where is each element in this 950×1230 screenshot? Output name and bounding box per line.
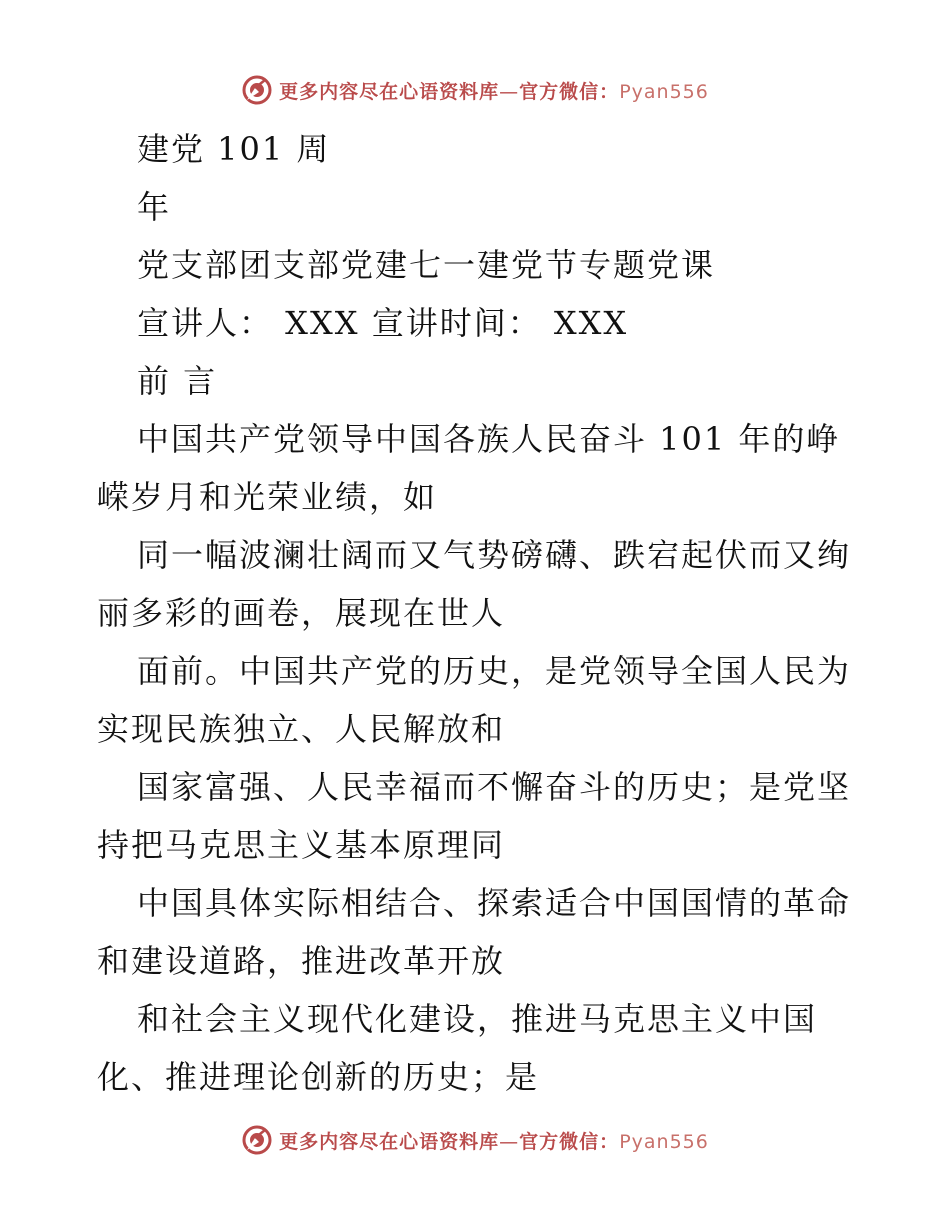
text-line: 宣讲人： XXX 宣讲时间： XXX: [137, 304, 629, 342]
text-line: 前 言: [137, 362, 218, 400]
text-line: 年: [137, 188, 172, 226]
watermark-wechat-label: 官方微信：: [519, 1130, 620, 1153]
watermark-brand: [241, 74, 709, 106]
watermark-wechat-id: Pyan556: [619, 80, 709, 103]
watermark-text: 更多内容尽在心语资料库: [279, 80, 500, 103]
text-line: 同一幅波澜壮阔而又气势磅礴、跌宕起伏而又绚: [137, 536, 852, 574]
text-line: 嵘岁月和光荣业绩，如: [97, 478, 438, 516]
text-line: 面前。中国共产党的历史，是党领导全国人民为: [137, 652, 852, 690]
text-line: 中国具体实际相结合、探索适合中国国情的革命: [137, 884, 852, 922]
brand-logo-icon: [241, 74, 273, 106]
watermark-wechat-label: 官方微信：: [519, 80, 620, 103]
watermark-wechat-id: Pyan556: [619, 1130, 709, 1153]
text-line: 实现民族独立、人民解放和: [97, 710, 506, 748]
watermark-text: 更多内容尽在心语资料库: [279, 1130, 500, 1153]
text-line: 化、推进理论创新的历史；是: [97, 1058, 540, 1096]
watermark-dash: —: [499, 1130, 520, 1153]
watermark-brand: [241, 1124, 709, 1156]
text-line: 丽多彩的画卷，展现在世人: [97, 594, 506, 632]
text-line: 建党 101 周: [137, 130, 331, 168]
text-line: 中国共产党领导中国各族人民奋斗 101 年的峥: [137, 420, 841, 458]
text-line: 持把马克思主义基本原理同: [97, 826, 506, 864]
text-line: 国家富强、人民幸福而不懈奋斗的历史；是党坚: [137, 768, 852, 806]
text-line: 和建设道路，推进改革开放: [97, 942, 506, 980]
brand-logo-icon: [241, 1124, 273, 1156]
document-body: [97, 120, 877, 1106]
page-header-watermark: [0, 70, 950, 110]
text-line: 和社会主义现代化建设，推进马克思主义中国: [137, 1000, 818, 1038]
watermark-dash: —: [499, 80, 520, 103]
page-footer-watermark: [0, 1120, 950, 1160]
text-line: 党支部团支部党建七一建党节专题党课: [137, 246, 716, 284]
